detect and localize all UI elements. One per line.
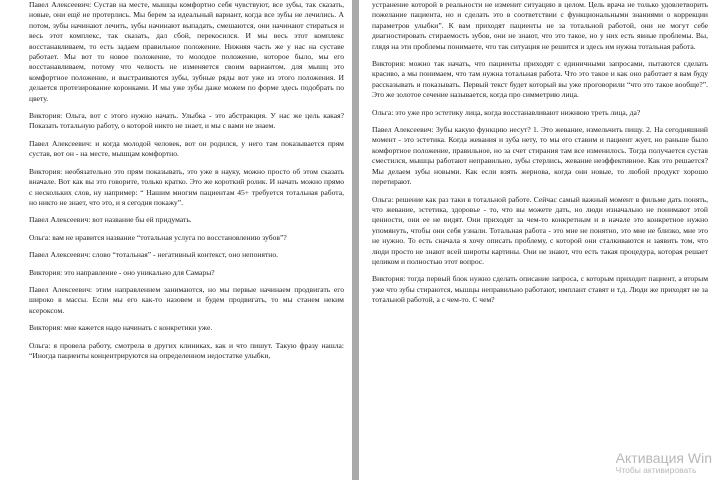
paragraph: Ольга: я провела работу, смотрела в других клиниках, как и что пишут. Такую фразу нашла: “Иногда пациенты концентрируются на определенном недостатке улыбки,	[29, 340, 344, 360]
paragraph: Виктория: мне кажется надо начинать с конкретики уже.	[29, 323, 213, 333]
paragraph: Павел Алексеевич: слово “тотальная” - негативный контекст, оно непонятно.	[29, 250, 279, 260]
paragraph: Ольга: вам не нравится название “тотальная услуга по восстановлению зубов”?	[29, 232, 287, 242]
paragraph: устранение которой в реальности не изменит ситуацию в целом. Цель врача не только удовлетворить пожелание пациента, но и сделать это в соответствии с функциональными знаниями о коррекции параметров улыбки”. К вам приходят пациенты не за тотальной работой, они не могут себе диагностировать стираемость зубов, они не знают, что это такое, но у них есть явные проблемы. Вы, глядя на эти проблемы понимаете, что так ситуация не решится и здесь им нужна тотальная работа.	[372, 0, 708, 51]
paragraph: Виктория: можно так начать, что пациенты приходят с единичными запросами, пытаются сделать красиво, а мы понимаем, что там нужна тотальная работа. Что это такое и как оно работает я вам буду рассказывать и показывать. Первый текст будет который вы уже проговорили “что это такое вообще?”. Это же золотое сечение называется, когда про симметрию лица.	[372, 59, 708, 100]
watermark-title: Активация Win	[615, 450, 712, 467]
paragraph: Виктория: тогда первый блок нужно сделать описание запроса, с которым приходит пациент, а вторым уже что зубы стираются, мышцы неправильно работают, имплант ставят и т.д. Люди же приходят не за тотальной работой, а с чем-то. С чем?	[372, 274, 708, 305]
watermark-subtitle: Чтобы активировать	[615, 465, 697, 476]
paragraph: Павел Алексеевич: Зубы какую функцию несут? 1. Это жевание, измельчить пищу. 2. На сегодняшний момент - это эстетика. Когда жевания и зуба нету, то мы его ставим и пациент жует, но раньше было комфортное положение, правильное, но за счет стирания там все изменилось. Тогда получается сустав сместился, мышцы работают неправильно, зубы стерлись, жевание неэффективное. Как это решается? Мы делаем зубы новыми. Как если взять жернова, когда они новые, то любой продукт хорошо перетирают.	[372, 125, 708, 187]
paragraph: Ольга: это уже про эстетику лица, когда восстанавливают нижнюю треть лица, да?	[372, 107, 641, 117]
windows-activation-watermark	[616, 450, 712, 476]
paragraph: Павел Алексеевич: и когда молодой человек, вот он родился, у него там показывается прям сустав, вот он - на месте, мышцам комфортно.	[29, 138, 344, 159]
paragraph: Павел Алексеевич: этим направлением занимаются, но мы первые начинаем продвигать его широко в массы. Если мы его как-то назовем и будем продвигать, то мы станем неким ксероксом.	[29, 284, 344, 315]
paragraph: Виктория: необязательно это прям показывать, это уже в науку, можно просто об этом сказать вначале. Вот как вы это говорите, только кратко. Это же короткий ролик. И начать можно прямо с нескольких слов, ну например: “ Нашим многим пациентам 45+ требуется тотальная работа, но никто не знает, что это, и я сегодня покажу”.	[29, 166, 344, 207]
paragraph: Виктория: это направление - оно уникально для Самары?	[29, 267, 215, 277]
document-page-left	[0, 0, 352, 480]
paragraph: Павел Алексеевич: Сустав на месте, мышцы комфортно себя чувствуют, все зубы, так сказать, новые, они ещё не протерлись. Мы берем за идеальный вариант, когда все зубы не лечились. А потом, зубы начинают лечить, зубы начинают выпадать, смешаются, они начинают стираться и весь этот комплекс, так сказать, дал сбой, перекосился. И мы весь этот комплекс восстанавливаем, то есть задаем правильное положение. Нижняя часть же у нас на суставе работает. Мы вот то новое положение, то молодое положение, которое было, мы его восстанавливаем, потому что челюсть не изменяется своим вариантом, для мышц это комфортное положение, и выстраиваются зубы, зубные ряды вот уже из этого положения. И делается протезирование коронками. И мы уже зубы даже можем по форме здесь подобрать по цвету.	[29, 0, 344, 103]
paragraph: Ольга: решение как раз таки в тотальной работе. Сейчас самый важный момент в фильме дать понять, что жевание, эстетика, здоровье - то, что вы можете дать, но люди изначально не понимают этой ценности, они ее не видят. Они приходят за чем-то конкретным и в начале это конкретное нужно упомянуть, чтобы они себя узнали. Тотальная работа - это мне не понятно, это мне не близко, мне это не нужно. То есть сначала я хочу описать проблему, с которой они сталкиваются и заявить том, что люди просто не знают всей широты картины. Они не знают, что есть такая процедура, которая решает целиком и полностью этот вопрос.	[372, 194, 708, 266]
document-page-right	[359, 0, 720, 480]
paragraph: Павел Алексеевич: вот название бы ей придумать.	[29, 215, 192, 225]
paragraph: Виктория: Ольга, вот с этого нужно начать. Улыбка - это абстракция. У нас же цель какая? Показать тотальную работу, о которой никто не знает, и мы с вами не знаем.	[29, 111, 344, 131]
